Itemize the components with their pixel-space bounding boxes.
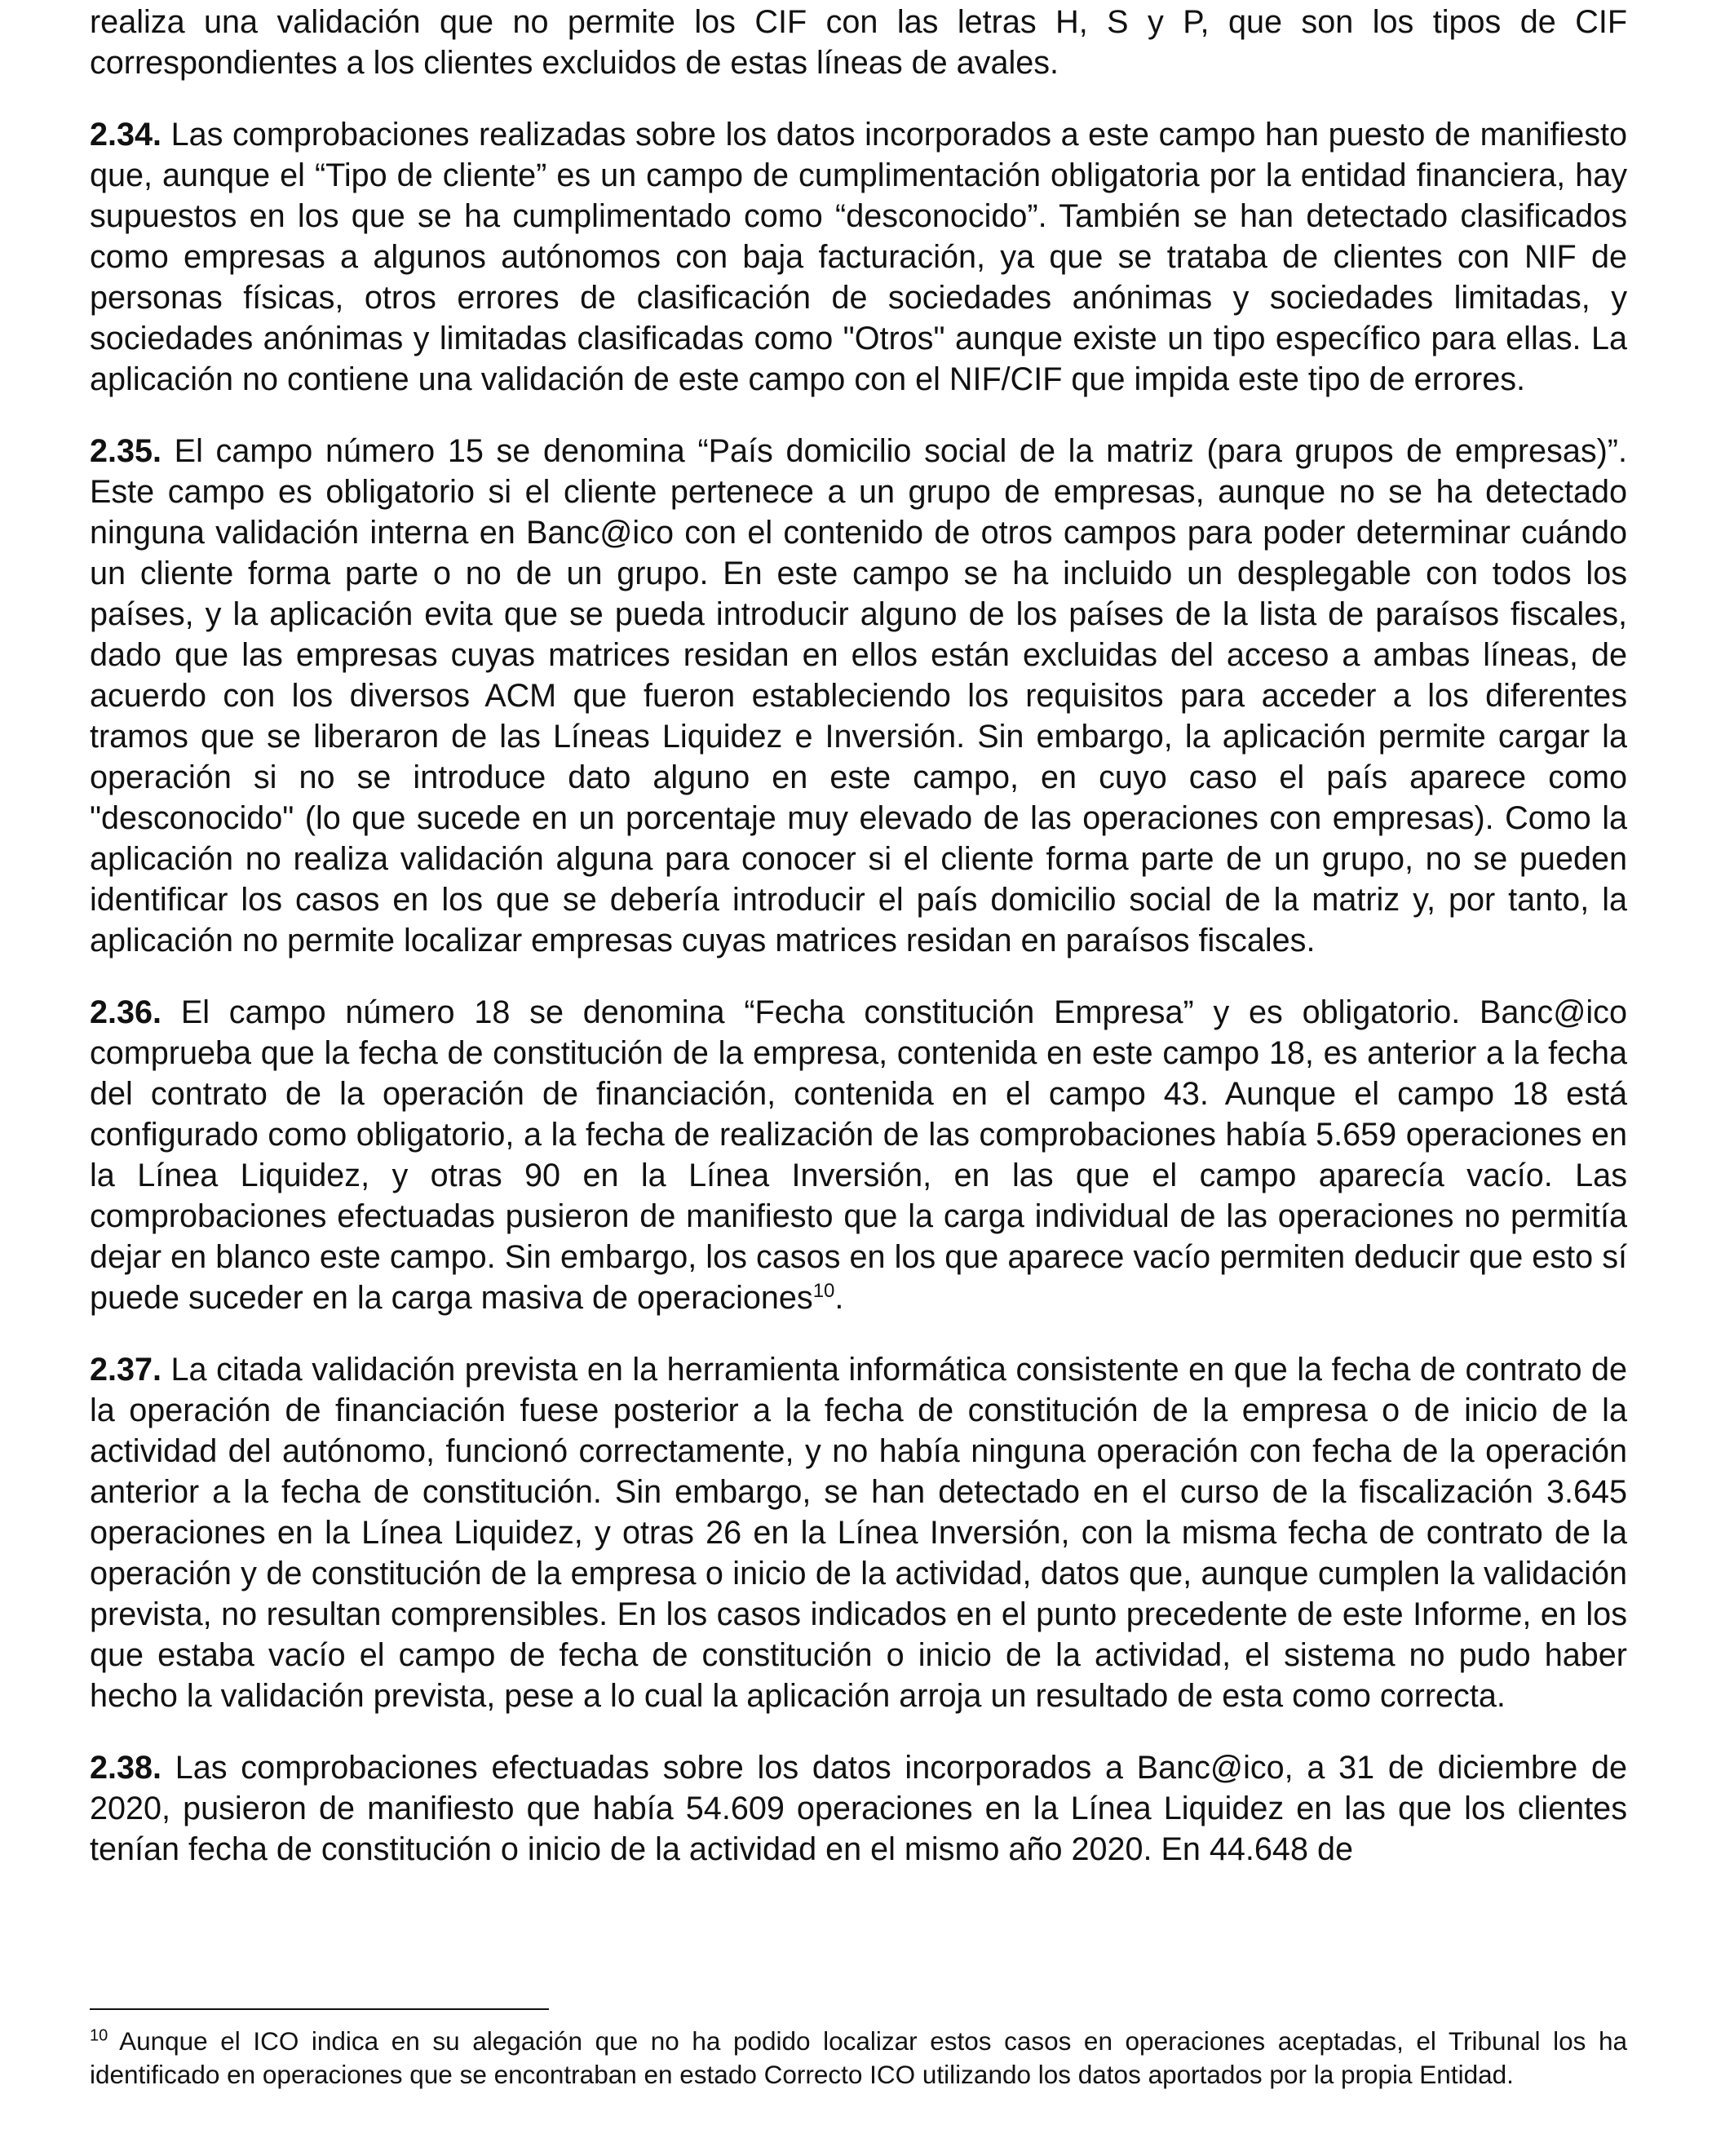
paragraph-number: 2.36. [90,994,162,1030]
paragraph-number: 2.37. [90,1352,162,1388]
paragraph-2-36 [90,992,1627,1318]
paragraph-tail: . [834,1280,844,1316]
paragraph-text: Las comprobaciones realizadas sobre los datos incorporados a este campo han puesto de manifiesto que, aunque el “Tipo de cliente” es un campo de cumplimentación obligatoria por la entidad financiera, hay supuestos en los que se ha cumplimentado como “desconocido”. También se han detectado clasificados como empresas a algunos autónomos con baja facturación, ya que se trataba de clientes con NIF de personas físicas, otros errores de clasificación de sociedades anónimas y sociedades limitadas, y sociedades anónimas y limitadas clasificadas como "Otros" aunque existe un tipo específico para ellas. La aplicación no contiene una validación de este campo con el NIF/CIF que impida este tipo de errores. [90,117,1627,397]
paragraph-intro [90,2,1627,83]
paragraph-number: 2.34. [90,117,162,153]
footnote [90,2025,1627,2092]
footnote-reference[interactable]: 10 [812,1279,835,1302]
document-page [90,0,1627,1901]
paragraph-text: El campo número 18 se denomina “Fecha constitución Empresa” y es obligatorio. Banc@ico comprueba que la fecha de constitución de la empresa, contenida en este campo 18, es anterior a la fecha del contrato de la operación de financiación, contenida en el campo 43. Aunque el campo 18 está configurado como obligatorio, a la fecha de realización de las comprobaciones había 5.659 operaciones en la Línea Liquidez, y otras 90 en la Línea Inversión, en las que el campo aparecía vacío. Las comprobaciones efectuadas pusieron de manifiesto que la carga individual de las operaciones no permitía dejar en blanco este campo. Sin embargo, los casos en los que aparece vacío permiten deducir que esto sí puede suceder en la carga masiva de operaciones [90,994,1627,1316]
paragraph-text: Las comprobaciones efectuadas sobre los datos incorporados a Banc@ico, a 31 de diciembre de 2020, pusieron de manifiesto que había 54.609 operaciones en la Línea Liquidez en las que los clientes tenían fecha de constitución o inicio de la actividad en el mismo año 2020. En 44.648 de [90,1750,1627,1867]
paragraph-text: El campo número 15 se denomina “País domicilio social de la matriz (para grupos de empresas)”. Este campo es obligatorio si el cliente pertenece a un grupo de empresas, aunque no se ha detectado ninguna validación interna en Banc@ico con el contenido de otros campos para poder determinar cuándo un cliente forma parte o no de un grupo. En este campo se ha incluido un desplegable con todos los países, y la aplicación evita que se pueda introducir alguno de los países de la lista de paraísos fiscales, dado que las empresas cuyas matrices residan en ellos están excluidas del acceso a ambas líneas, de acuerdo con los diversos ACM que fueron estableciendo los requisitos para acceder a los diferentes tramos que se liberaron de las Líneas Liquidez e Inversión. Sin embargo, la aplicación permite cargar la operación si no se introduce dato alguno en este campo, en cuyo caso el país aparece como "desconocido" (lo que sucede en un porcentaje muy elevado de las operaciones con empresas). Como la aplicación no realiza validación alguna para conocer si el cliente forma parte de un grupo, no se pueden identificar los casos en los que se debería introducir el país domicilio social de la matriz y, por tanto, la aplicación no permite localizar empresas cuyas matrices residan en paraísos fiscales. [90,433,1627,958]
footnote-text: Aunque el ICO indica en su alegación que no ha podido localizar estos casos en operaciones aceptadas, el Tribunal los ha identificado en operaciones que se encontraban en estado Correcto ICO utilizando los datos aportados por la propia Entidad. [90,2026,1627,2089]
paragraph-number: 2.38. [90,1750,162,1786]
footnote-separator [90,2008,549,2010]
paragraph-2-35 [90,431,1627,961]
paragraph-2-34 [90,114,1627,400]
paragraph-2-37 [90,1349,1627,1716]
paragraph-2-38 [90,1747,1627,1870]
paragraph-number: 2.35. [90,433,162,469]
footnote-number: 10 [90,2026,108,2045]
paragraph-text: La citada validación prevista en la herramienta informática consistente en que la fecha de contrato de la operación de financiación fuese posterior a la fecha de constitución de la empresa o de inicio de la actividad del autónomo, funcionó correctamente, y no había ninguna operación con fecha de la operación anterior a la fecha de constitución. Sin embargo, se han detectado en el curso de la fiscalización 3.645 operaciones en la Línea Liquidez, y otras 26 en la Línea Inversión, con la misma fecha de contrato de la operación y de constitución de la empresa o inicio de la actividad, datos que, aunque cumplen la validación prevista, no resultan comprensibles. En los casos indicados en el punto precedente de este Informe, en los que estaba vacío el campo de fecha de constitución o inicio de la actividad, el sistema no pudo haber hecho la validación prevista, pese a lo cual la aplicación arroja un resultado de esta como correcta. [90,1352,1627,1714]
paragraph-text: realiza una validación que no permite los CIF con las letras H, S y P, que son los tipos de CIF correspondientes a los clientes excluidos de estas líneas de avales. [90,4,1627,81]
